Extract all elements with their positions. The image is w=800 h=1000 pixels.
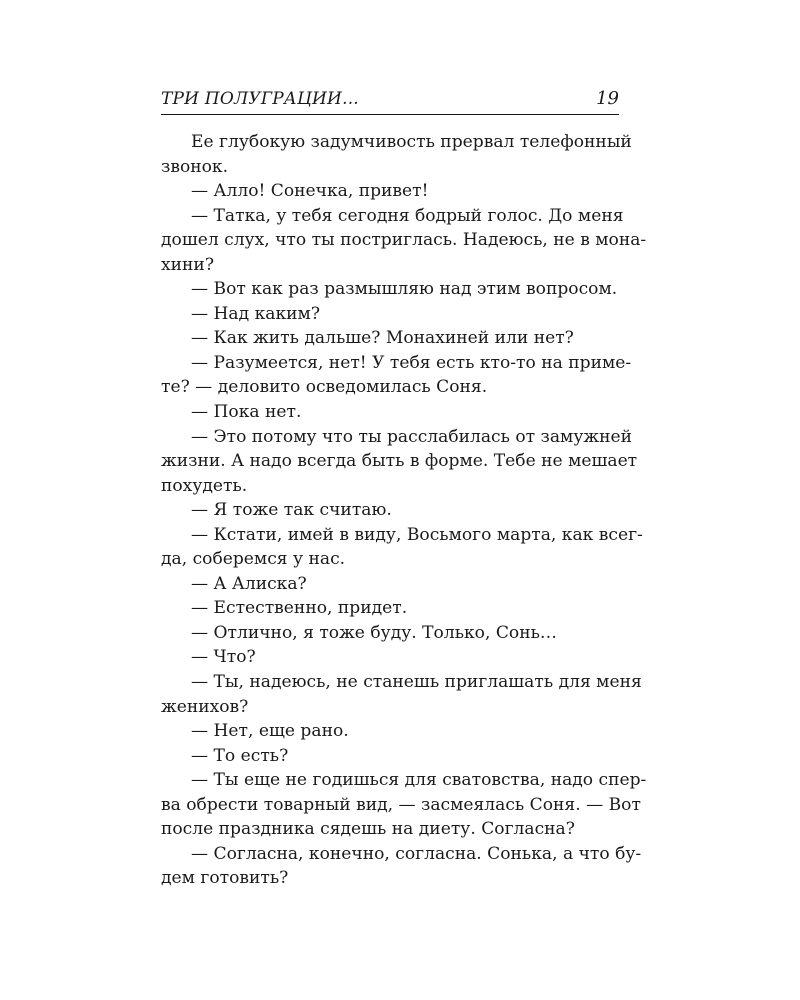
text-line: дошел слух, что ты постриглась. Надеюсь, не в мона- [161, 230, 647, 251]
paragraph: — Я тоже так считаю. [191, 500, 392, 521]
book-page [161, 88, 647, 891]
paragraph: — Нет, еще рано. [191, 721, 349, 742]
paragraph: — Алло! Сонечка, привет! [191, 181, 429, 202]
running-head [161, 88, 619, 115]
text-line: дем готовить? [161, 868, 289, 889]
paragraph: — Что? [191, 647, 256, 668]
paragraph: — Вот как раз размышляю над этим вопросом. [191, 279, 618, 300]
text-line: звонок. [161, 156, 229, 177]
text-line: — Это потому что ты расслабилась от замужней [191, 426, 633, 447]
text-line: — Согласна, конечно, согласна. Сонька, а что бу- [191, 843, 642, 864]
paragraph [161, 425, 638, 499]
paragraph: — Пока нет. [191, 402, 302, 423]
text-line: те? — деловито осведомилась Соня. [161, 377, 488, 398]
paragraph [161, 130, 632, 179]
paragraph [161, 204, 647, 278]
text-line: — Ты, надеюсь, не станешь приглашать для меня [191, 672, 642, 693]
paragraph: — Естественно, придет. [191, 598, 408, 619]
running-title: ТРИ ПОЛУГРАЦИИ... [161, 89, 359, 109]
text-line: — Разумеется, нет! У тебя есть кто-то на приме- [191, 352, 632, 373]
paragraph: — Над каким? [191, 303, 320, 324]
paragraph [161, 842, 642, 891]
text-line: хини? [161, 254, 214, 275]
paragraph [161, 351, 632, 400]
paragraph [161, 523, 643, 572]
paragraph [161, 768, 647, 842]
text-line: да, соберемся у нас. [161, 549, 346, 570]
text-line: похудеть. [161, 475, 248, 496]
paragraph: — Отлично, я тоже буду. Только, Сонь… [191, 622, 558, 643]
text-line: — Кстати, имей в виду, Восьмого марта, как всег- [191, 524, 643, 545]
text-line: — Ты еще не годишься для сватовства, надо спер- [191, 770, 647, 791]
paragraph [161, 670, 642, 719]
paragraph: — Как жить дальше? Монахиней или нет? [191, 328, 574, 349]
paragraph: — А Алиска? [191, 573, 307, 594]
text-line: после праздника сядешь на диету. Согласна? [161, 819, 575, 840]
text-line: ва обрести товарный вид, — засмеялась Соня. — Вот [161, 794, 641, 815]
body-text [161, 130, 647, 891]
page-number: 19 [596, 88, 619, 109]
text-line: Ее глубокую задумчивость прервал телефонный [191, 132, 632, 152]
paragraph: — То есть? [191, 745, 289, 766]
text-line: — Татка, у тебя сегодня бодрый голос. До меня [191, 205, 624, 226]
text-line: женихов? [161, 696, 249, 717]
text-line: жизни. А надо всегда быть в форме. Тебе не мешает [161, 451, 638, 472]
